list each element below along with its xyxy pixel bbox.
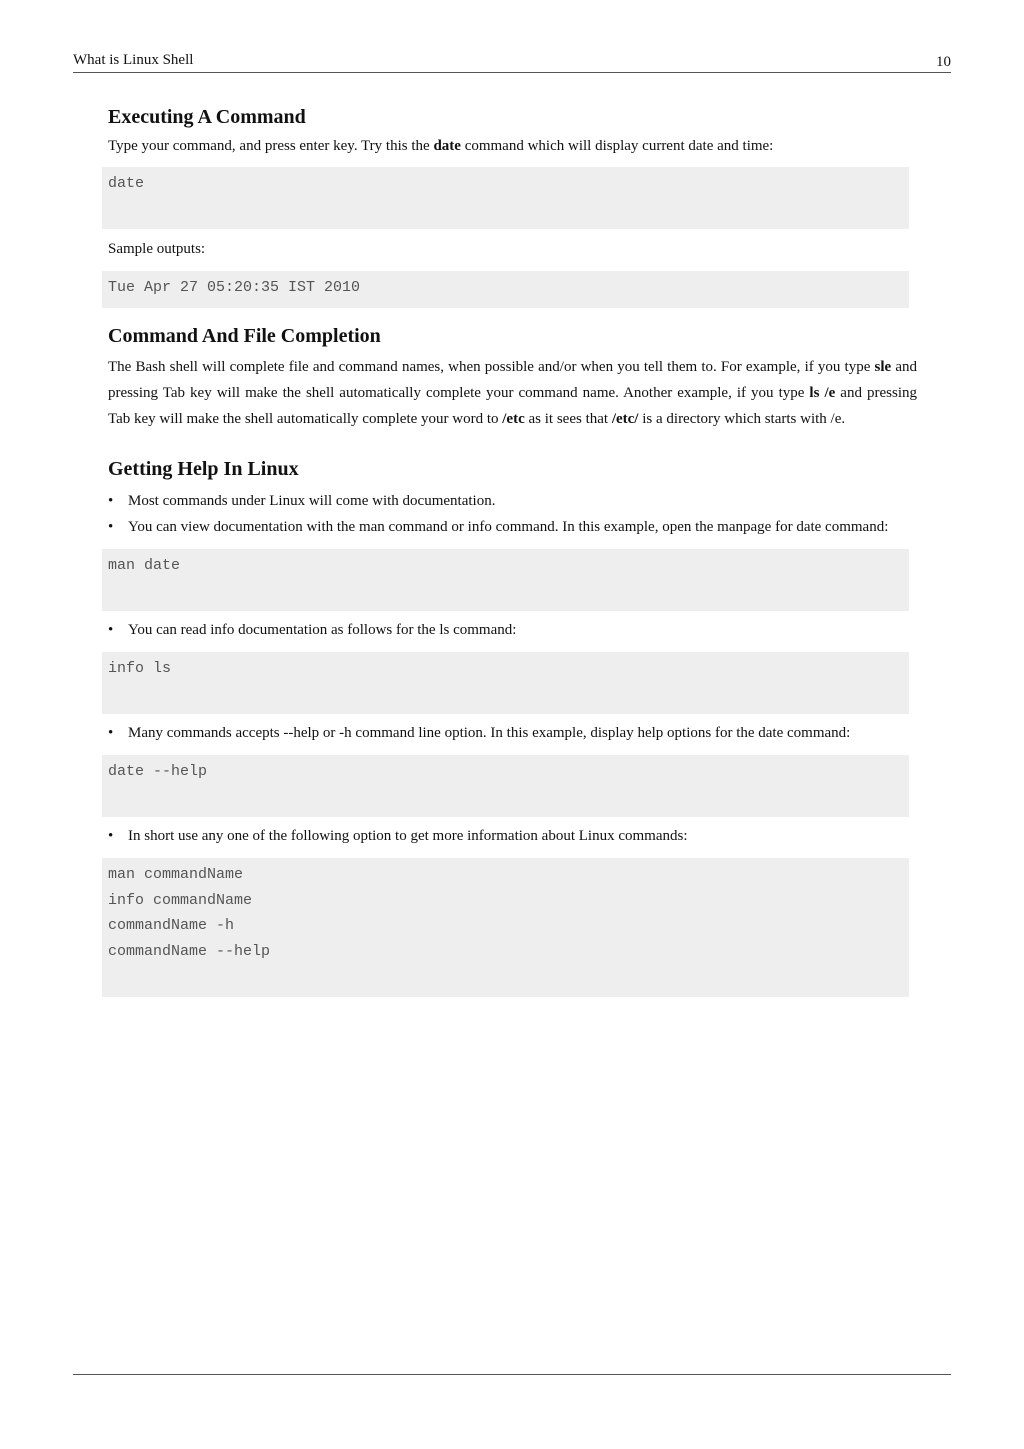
- completion-bold-etc: /etc: [502, 411, 525, 427]
- help-list-2: [108, 617, 917, 643]
- completion-text-2: and pressing Tab key will make the shell automatically complete your command name. Another example, if you type: [108, 359, 917, 401]
- code-block-man-date: man date: [102, 549, 909, 611]
- page-number: 10: [936, 54, 951, 70]
- list-item-text: You can view documentation with the man command or info command. In this example, open the manpage for date command:: [128, 519, 889, 535]
- page-content: [108, 104, 917, 997]
- page-footer-rule: [73, 1374, 951, 1375]
- code-block-date: date: [102, 167, 909, 229]
- completion-bold-ls-e: ls /e: [809, 385, 836, 401]
- intro-bold-date: date: [433, 138, 461, 154]
- heading-getting-help: Getting Help In Linux: [108, 458, 299, 480]
- heading-command-completion: Command And File Completion: [108, 325, 381, 347]
- code-block-info-ls: info ls: [102, 652, 909, 714]
- code-block-sample-output: Tue Apr 27 05:20:35 IST 2010: [102, 271, 909, 308]
- bullet-icon: •: [108, 725, 114, 741]
- completion-bold-sle: sle: [874, 359, 892, 375]
- bullet-icon: •: [108, 828, 114, 844]
- list-item: [108, 617, 917, 643]
- help-list-1: [108, 488, 917, 540]
- completion-paragraph: [108, 354, 917, 432]
- list-item: [108, 823, 917, 849]
- help-list-4: [108, 823, 917, 849]
- intro-text: Type your command, and press enter key. Try this the: [108, 138, 434, 154]
- completion-text-1: The Bash shell will complete file and command names, when possible and/or when you tell them to. For example, if you type: [108, 359, 875, 375]
- help-list-3: [108, 720, 917, 746]
- executing-intro: [108, 133, 917, 159]
- list-item: [108, 488, 917, 514]
- sample-outputs-label: Sample outputs:: [108, 241, 206, 257]
- completion-bold-etc-slash: /etc/: [611, 411, 639, 427]
- list-item: [108, 720, 917, 746]
- list-item-text: Many commands accepts --help or -h command line option. In this example, display help options for the date command:: [128, 725, 851, 741]
- bullet-icon: •: [108, 519, 114, 535]
- page-header: [73, 50, 951, 73]
- list-item: [108, 514, 917, 540]
- list-item-text: Most commands under Linux will come with documentation.: [128, 493, 496, 509]
- code-block-summary: man commandName info commandName commandName -h commandName --help: [102, 858, 909, 997]
- list-item-text: In short use any one of the following option to get more information about Linux commands:: [128, 828, 688, 844]
- list-item-text: You can read info documentation as follows for the ls command:: [128, 622, 517, 638]
- bullet-icon: •: [108, 493, 114, 509]
- completion-text-4: as it sees that: [524, 411, 612, 427]
- intro-text-end: command which will display current date and time:: [460, 138, 774, 154]
- bullet-icon: •: [108, 622, 114, 638]
- completion-text-5: is a directory which starts with /e.: [638, 411, 846, 427]
- running-title: What is Linux Shell: [73, 52, 194, 68]
- code-block-date-help: date --help: [102, 755, 909, 817]
- heading-executing-a-command: Executing A Command: [108, 106, 306, 128]
- completion-text-3: and pressing Tab key will make the shell automatically complete your word to: [108, 385, 917, 427]
